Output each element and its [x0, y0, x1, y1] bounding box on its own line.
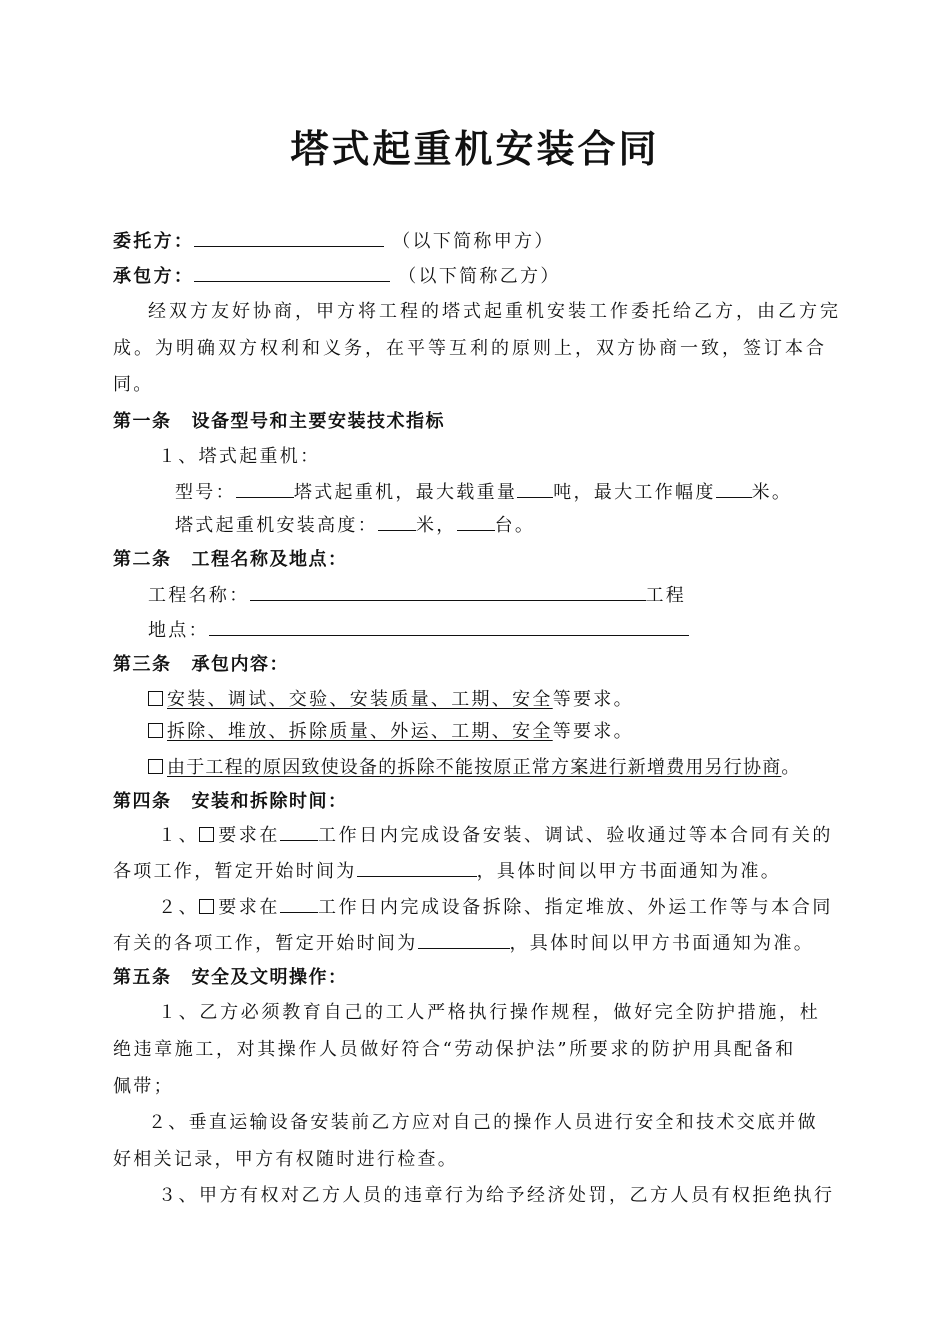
scope-option-2	[148, 720, 634, 744]
install-start-note: ，具体时间以甲方书面通知为准。	[476, 861, 782, 882]
party-a-line	[113, 229, 555, 254]
scope-option-1-text: 安装、调试、交验、安装质量、工期、安全	[167, 689, 553, 710]
section-5-number: 第五条	[113, 967, 172, 988]
quantity-unit: 台。	[494, 515, 536, 536]
section-5-heading	[113, 966, 348, 990]
install-start-blank[interactable]	[357, 859, 477, 877]
project-name-line	[148, 583, 686, 608]
party-b-label: 承包方：	[113, 266, 195, 287]
scope-option-1-suffix: 等要求。	[552, 689, 634, 710]
model-label: 型号：	[175, 482, 236, 503]
scope-option-3-suffix: 。	[781, 757, 801, 778]
s5-p1-line-2: 绝违章施工，对其操作人员做好符合“劳动保护法”所要求的防护用具配备和	[113, 1039, 796, 1060]
document-title: 塔式起重机安装合同	[290, 127, 660, 171]
intro-line-1: 经双方友好协商，甲方将工程的塔式起重机安装工作委托给乙方，由乙方完	[148, 301, 841, 322]
scope-option-1	[148, 688, 634, 712]
party-a-note: （以下简称甲方）	[392, 231, 555, 252]
intro-line-2: 成。为明确双方权利和义务，在平等互利的原则上，双方协商一致，签订本合	[113, 338, 827, 359]
project-name-label: 工程名称：	[148, 585, 250, 606]
s4-item-1-number: １、	[158, 825, 200, 846]
install-start-label: 各项工作，暂定开始时间为	[113, 861, 357, 882]
removal-start-blank[interactable]	[418, 931, 510, 949]
scope-option-3-checkbox[interactable]	[148, 759, 163, 774]
s4-item-1-line-1	[158, 823, 833, 848]
removal-time-text: 工作日内完成设备拆除、指定堆放、外运工作等与本合同	[318, 897, 834, 918]
party-a-label: 委托方：	[113, 231, 195, 252]
install-time-checkbox[interactable]	[199, 827, 214, 842]
section-2-title: 工程名称及地点：	[191, 549, 348, 570]
project-place-line	[148, 618, 689, 643]
party-b-note: （以下简称乙方）	[398, 266, 561, 287]
party-a-blank[interactable]	[194, 229, 384, 247]
removal-time-checkbox[interactable]	[199, 899, 214, 914]
s1-model-line	[175, 480, 792, 505]
install-time-label: 要求在	[218, 825, 281, 846]
section-1-number: 第一条	[113, 411, 172, 432]
project-name-blank[interactable]	[250, 583, 646, 601]
s5-p3-line-1: ３、甲方有权对乙方人员的违章行为给予经济处罚，乙方人员有权拒绝执行	[158, 1185, 835, 1206]
removal-start-note: ，具体时间以甲方书面通知为准。	[509, 933, 814, 954]
s4-item-1-line-2	[113, 859, 781, 884]
height-blank[interactable]	[378, 513, 416, 531]
install-time-text: 工作日内完成设备安装、调试、验收通过等本合同有关的	[318, 825, 834, 846]
s1-height-line	[175, 513, 535, 538]
section-2-number: 第二条	[113, 549, 172, 570]
section-3-heading	[113, 653, 289, 677]
section-2-heading	[113, 548, 348, 572]
s5-p2-line-2: 好相关记录，甲方有权随时进行检查。	[113, 1149, 459, 1170]
install-days-blank[interactable]	[280, 823, 318, 841]
scope-option-2-checkbox[interactable]	[148, 723, 163, 738]
s4-item-2-line-2	[113, 931, 814, 956]
project-name-suffix: 工程	[645, 585, 687, 606]
height-label: 塔式起重机安装高度：	[175, 515, 378, 536]
project-place-label: 地点：	[148, 620, 209, 641]
section-4-number: 第四条	[113, 791, 172, 812]
party-b-line	[113, 264, 561, 289]
s5-p1-line-3: 佩带；	[113, 1076, 174, 1097]
scope-option-3	[148, 756, 801, 780]
s1-item-1: １、塔式起重机：	[158, 446, 321, 467]
model-blank[interactable]	[236, 480, 294, 498]
removal-days-blank[interactable]	[280, 895, 318, 913]
s5-p2-line-1: ２、垂直运输设备安装前乙方应对自己的操作人员进行安全和技术交底并做	[148, 1112, 818, 1133]
intro-line-3: 同。	[113, 374, 154, 395]
scope-option-1-checkbox[interactable]	[148, 691, 163, 706]
scope-option-3-text: 由于工程的原因致使设备的拆除不能按原正常方案进行新增费用另行协商	[167, 757, 782, 778]
max-load-label: 塔式起重机，最大载重量	[293, 482, 518, 503]
max-radius-unit: 米。	[751, 482, 793, 503]
removal-start-label: 有关的各项工作，暂定开始时间为	[113, 933, 418, 954]
section-3-number: 第三条	[113, 654, 172, 675]
max-load-blank[interactable]	[517, 480, 553, 498]
party-b-blank[interactable]	[194, 264, 390, 282]
section-3-title: 承包内容：	[191, 654, 289, 675]
s5-p1-line-1: １、乙方必须教育自己的工人严格执行操作规程，做好完全防护措施，杜	[158, 1002, 821, 1023]
quantity-blank[interactable]	[457, 513, 495, 531]
section-4-heading	[113, 790, 348, 814]
removal-time-label: 要求在	[218, 897, 281, 918]
section-1-heading	[113, 410, 445, 434]
scope-option-2-text: 拆除、堆放、拆除质量、外运、工期、安全	[167, 721, 553, 742]
max-radius-label: 吨，最大工作幅度	[553, 482, 716, 503]
section-5-title: 安全及文明操作：	[191, 967, 348, 988]
section-1-title: 设备型号和主要安装技术指标	[191, 411, 445, 432]
project-place-blank[interactable]	[209, 618, 689, 636]
height-unit: 米，	[416, 515, 457, 536]
scope-option-2-suffix: 等要求。	[552, 721, 634, 742]
s4-item-2-line-1	[158, 895, 833, 920]
max-radius-blank[interactable]	[716, 480, 752, 498]
s4-item-2-number: ２、	[158, 897, 200, 918]
section-4-title: 安装和拆除时间：	[191, 791, 348, 812]
